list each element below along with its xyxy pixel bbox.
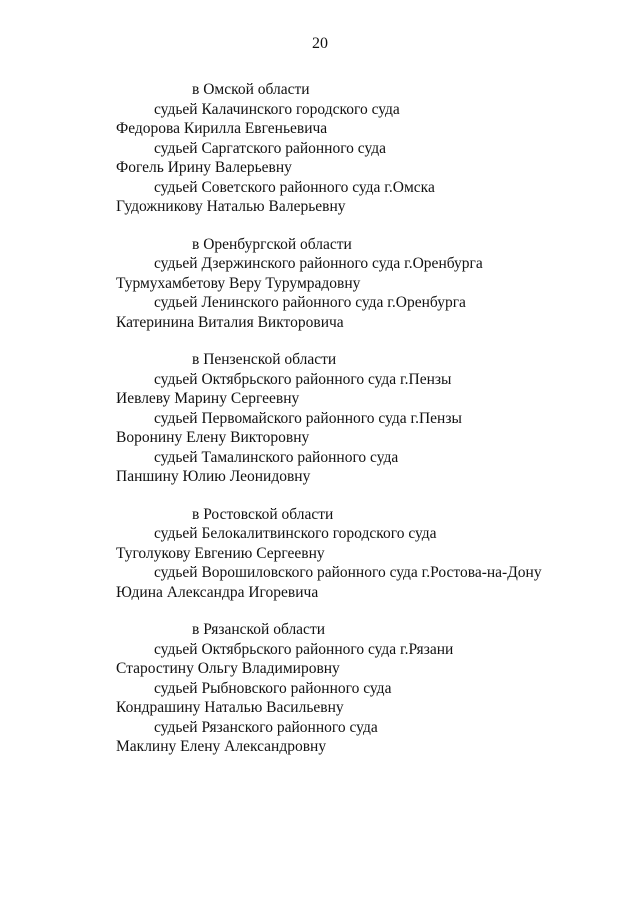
judge-name: Старостину Ольгу Владимировну: [116, 660, 340, 677]
region-section-ryazan: [116, 620, 616, 757]
court-title: судьей Октябрьского районного суда г.Рязани: [154, 640, 454, 658]
judge-name: Кондрашину Наталью Васильевну: [116, 699, 344, 716]
region-section-omsk: [116, 80, 616, 217]
region-title: в Пензенской области: [192, 351, 337, 368]
region-title: в Омской области: [192, 81, 310, 98]
judge-name: Юдина Александра Игоревича: [116, 583, 319, 601]
document-body: [116, 80, 616, 775]
region-section-orenburg: [116, 235, 616, 333]
region-title: в Рязанской области: [192, 621, 326, 638]
judge-name: Иевлеву Марину Сергеевну: [116, 390, 300, 407]
region-section-rostov: [116, 505, 616, 603]
court-title: судьей Ленинского районного суда г.Оренбурга: [154, 294, 466, 311]
judge-name: Воронину Елену Викторовну: [116, 429, 310, 446]
court-title: судьей Дзержинского районного суда г.Оренбурга: [154, 255, 483, 272]
court-title: судьей Октябрьского районного суда г.Пензы: [154, 370, 452, 388]
court-title: судьей Белокалитвинского городского суда: [154, 525, 437, 542]
judge-name: Катеринина Виталия Викторовича: [116, 313, 344, 331]
court-title: судьей Рязанского районного суда: [154, 718, 378, 736]
judge-name: Гудожникову Наталью Валерьевну: [116, 198, 346, 215]
region-title: в Оренбургской области: [192, 235, 352, 253]
judge-name: Фогель Ирину Валерьевну: [116, 159, 292, 176]
court-title: судьей Тамалинского районного суда: [154, 448, 399, 466]
judge-name: Паншину Юлию Леонидовну: [116, 468, 311, 485]
region-title: в Ростовской области: [192, 505, 334, 523]
judge-name: Маклину Елену Александровну: [116, 738, 327, 755]
court-title: судьей Калачинского городского суда: [154, 100, 400, 118]
court-title: судьей Первомайского районного суда г.Пензы: [154, 409, 462, 427]
judge-name: Туголукову Евгению Сергеевну: [116, 544, 325, 562]
court-title: судьей Саргатского районного суда: [154, 139, 387, 157]
court-title: судьей Ворошиловского районного суда г.Ростова-на-Дону: [154, 564, 542, 581]
judge-name: Федорова Кирилла Евгеньевича: [116, 120, 328, 137]
page-number: 20: [312, 35, 328, 52]
court-title: судьей Рыбновского районного суда: [154, 679, 392, 697]
court-title: судьей Советского районного суда г.Омска: [154, 178, 435, 196]
region-section-penza: [116, 350, 616, 487]
judge-name: Турмухамбетову Веру Турумрадовну: [116, 274, 361, 292]
